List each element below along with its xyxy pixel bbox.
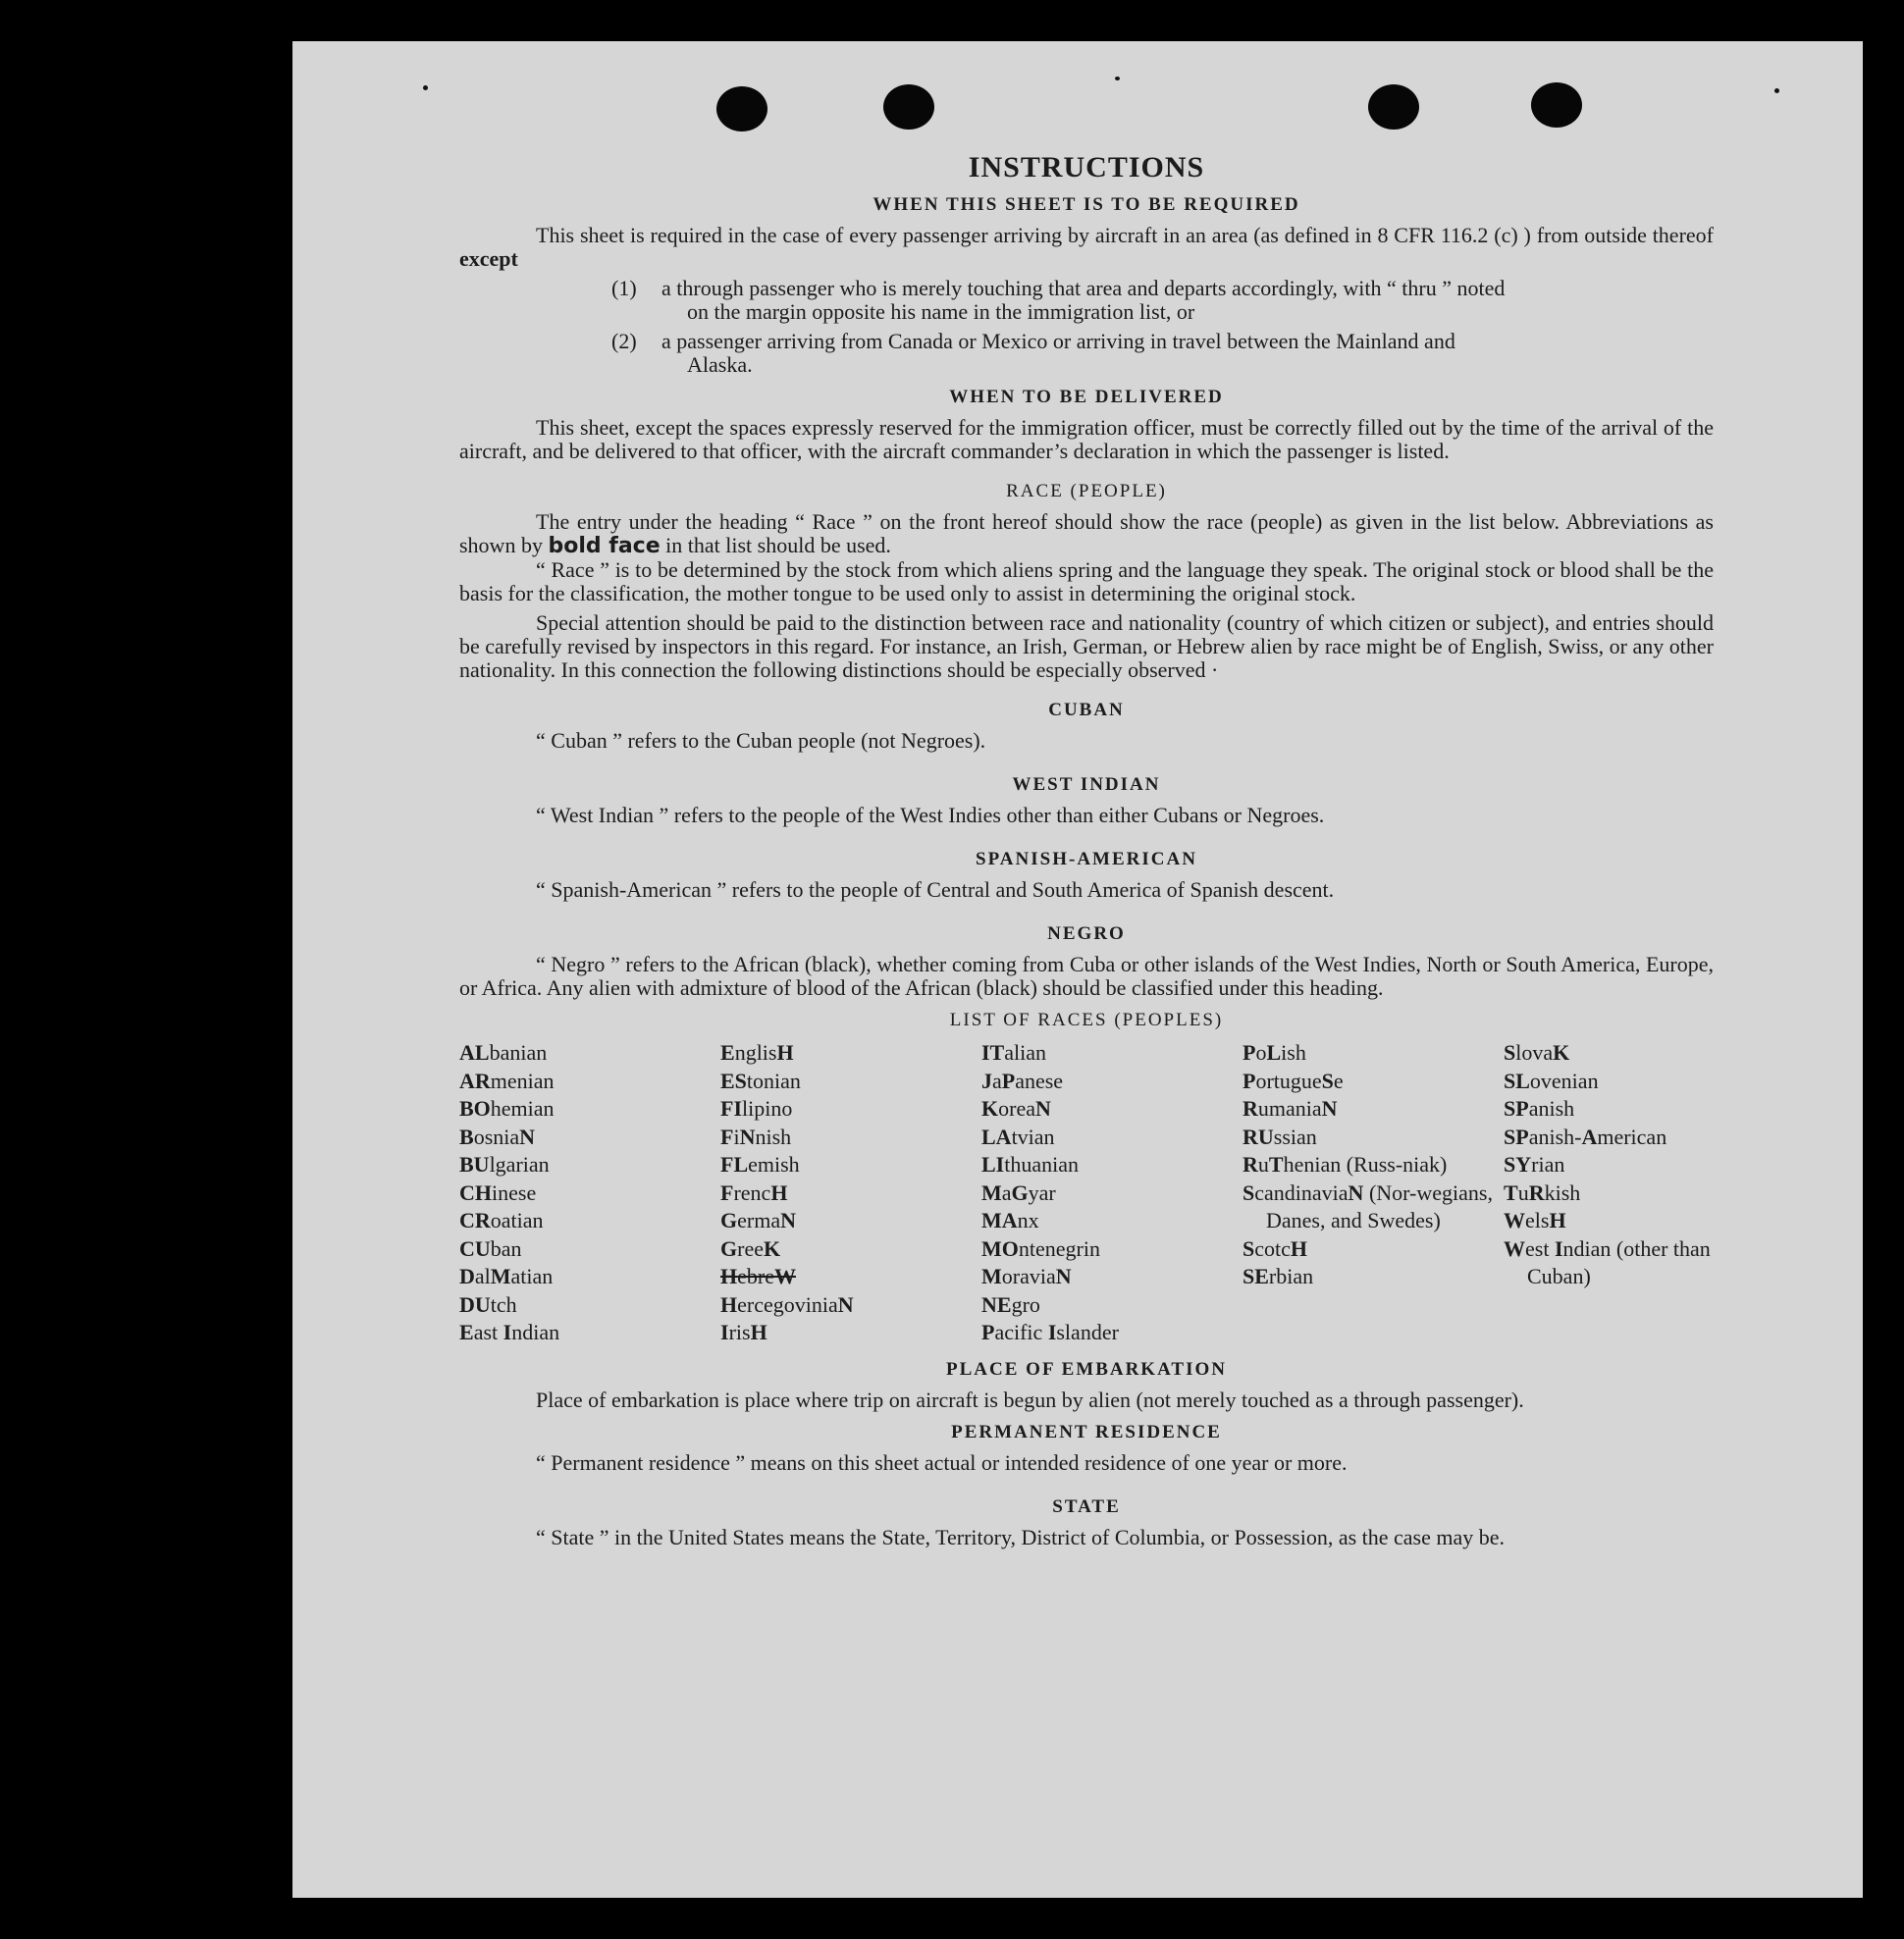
race-entry: SlovaK — [1504, 1040, 1570, 1065]
race-entry: ScotcH — [1243, 1235, 1308, 1261]
race-entry: ARmenian — [459, 1068, 555, 1093]
paragraph: The entry under the heading “ Race ” on the front hereof should show the race (people) as given in the list below. Abbreviations as shown by bold face in that list should be used. — [459, 509, 1714, 558]
paragraph: “ Permanent residence ” means on this sheet actual or intended residence of one year or more. — [536, 1449, 1348, 1475]
speck — [1115, 77, 1120, 80]
race-entry: PoLish — [1243, 1040, 1306, 1065]
race-entry: EnglisH — [720, 1040, 794, 1065]
race-entry: TuRkish — [1504, 1179, 1581, 1205]
section-heading: WHEN THIS SHEET IS TO BE REQUIRED — [873, 194, 1300, 215]
race-entry: BOhemian — [459, 1096, 555, 1121]
race-entry: EStonian — [720, 1068, 801, 1093]
race-entry: JaPanese — [981, 1068, 1064, 1093]
section-heading: WHEN TO BE DELIVERED — [949, 387, 1224, 407]
paragraph: “ West Indian ” refers to the people of the West Indies other than either Cubans or Negroes. — [536, 803, 1325, 827]
race-entry: ITalian — [981, 1040, 1047, 1065]
race-entry: NEgro — [981, 1291, 1040, 1317]
race-entry: BosniaN — [459, 1124, 536, 1149]
race-entry: GreeK — [720, 1235, 781, 1261]
race-entry: MAnx — [981, 1208, 1039, 1232]
section-heading: RACE (PEOPLE) — [1006, 481, 1167, 501]
race-entry: HebreW — [720, 1264, 796, 1288]
speck — [423, 85, 428, 90]
paragraph: “ Race ” is to be determined by the stock from which aliens spring and the language they speak. The original stock or blood shall be the basis for the classification, the mother tongue to be used only to assist in determining the original stock. — [459, 557, 1714, 605]
section-heading: NEGRO — [1047, 923, 1126, 944]
race-list — [459, 1039, 1714, 1347]
section-heading: SPANISH-AMERICAN — [976, 849, 1197, 869]
race-entry: RumaniaN — [1243, 1096, 1338, 1121]
paragraph: This sheet is required in the case of every passenger arriving by aircraft in an area (as defined in 8 CFR 116.2 (c) ) from outside thereof except — [459, 223, 1714, 271]
race-column — [1504, 1039, 1714, 1347]
section-heading: LIST OF RACES (PEOPLES) — [949, 1010, 1224, 1030]
section-heading: WEST INDIAN — [1012, 774, 1161, 795]
race-entry: SPanish — [1504, 1096, 1575, 1121]
race-column — [981, 1039, 1243, 1347]
race-entry: CHinese — [459, 1179, 537, 1205]
race-entry: PortugueSe — [1243, 1068, 1344, 1093]
race-entry: SYrian — [1504, 1152, 1565, 1177]
document-page — [292, 41, 1863, 1898]
race-entry: MoraviaN — [981, 1264, 1072, 1288]
section-heading: PERMANENT RESIDENCE — [951, 1421, 1222, 1442]
race-entry: CRoatian — [459, 1208, 544, 1232]
race-entry: CUban — [459, 1235, 522, 1261]
paragraph: “ State ” in the United States means the State, Territory, District of Columbia, or Possession, as the case may be. — [536, 1524, 1506, 1549]
race-entry: IrisH — [720, 1320, 767, 1344]
list-item: (1) a through passenger who is merely touching that area and departs accordingly, with “ thru ” noted on the margin opposite his name in the immigration list, or — [611, 276, 1506, 324]
punch-hole — [883, 84, 934, 130]
race-entry: FLemish — [720, 1152, 800, 1177]
race-entry: West Indian (other than Cuban) — [1504, 1235, 1711, 1288]
paragraph: “ Negro ” refers to the African (black), whether coming from Cuba or other islands of the West Indies, North or South America, Europe, or Africa. Any alien with admixture of blood of the African (black) should be classified under this heading. — [459, 952, 1714, 1000]
race-column — [1243, 1039, 1504, 1347]
race-entry: FrencH — [720, 1179, 788, 1205]
race-entry: LAtvian — [981, 1124, 1055, 1149]
list-item: (2) a passenger arriving from Canada or Mexico or arriving in travel between the Mainland and Alaska. — [611, 329, 1455, 377]
race-entry: HercegoviniaN — [720, 1291, 854, 1317]
punch-hole — [1368, 84, 1419, 130]
race-entry: RuThenian (Russ-niak) — [1243, 1152, 1448, 1177]
race-entry: SPanish-American — [1504, 1124, 1667, 1149]
race-entry: FIlipino — [720, 1096, 793, 1121]
page-title: INSTRUCTIONS — [968, 151, 1205, 183]
race-entry: Pacific Islander — [981, 1320, 1119, 1344]
race-column — [459, 1039, 720, 1347]
race-entry: MaGyar — [981, 1179, 1056, 1205]
race-entry: BUlgarian — [459, 1152, 550, 1177]
race-entry: LIthuanian — [981, 1152, 1080, 1177]
race-entry: MOntenegrin — [981, 1235, 1100, 1261]
section-heading: PLACE OF EMBARKATION — [946, 1358, 1227, 1380]
race-entry: ScandinaviaN (Nor-wegians, Danes, and Swedes) — [1243, 1179, 1493, 1232]
section-heading: STATE — [1052, 1495, 1121, 1517]
race-entry: East Indian — [459, 1320, 560, 1344]
race-entry: DalMatian — [459, 1264, 554, 1288]
punch-hole — [716, 86, 767, 131]
race-entry: DUtch — [459, 1291, 517, 1317]
race-entry: SLovenian — [1504, 1068, 1599, 1093]
race-entry: WelsH — [1504, 1208, 1566, 1232]
speck — [1774, 88, 1779, 93]
paragraph: Place of embarkation is place where trip on aircraft is begun by alien (not merely touched as a through passenger). — [536, 1387, 1524, 1412]
paragraph: Special attention should be paid to the distinction between race and nationality (country of which citizen or subject), and entries should be carefully revised by inspectors in this regard. For instance, an Irish, German, or Hebrew alien by race might be of English, Swiss, or any other nationality. In this connection the following distinctions should be especially observed · — [459, 610, 1714, 682]
race-entry: KoreaN — [981, 1096, 1051, 1121]
instructions-body — [459, 151, 1714, 1549]
paragraph: “ Spanish-American ” refers to the people of Central and South America of Spanish descent. — [536, 877, 1335, 902]
paragraph: “ Cuban ” refers to the Cuban people (not Negroes). — [536, 728, 986, 753]
race-entry: GermaN — [720, 1208, 796, 1232]
race-entry: SErbian — [1243, 1264, 1314, 1288]
race-column — [720, 1039, 981, 1347]
section-heading: CUBAN — [1048, 700, 1125, 720]
race-entry: FiNnish — [720, 1124, 792, 1149]
race-entry: ALbanian — [459, 1040, 548, 1065]
paragraph: This sheet, except the spaces expressly reserved for the immigration officer, must be correctly filled out by the time of the arrival of the aircraft, and be delivered to that officer, with the aircraft commander’s declaration in which the passenger is listed. — [459, 415, 1714, 463]
race-entry: RUssian — [1243, 1124, 1317, 1149]
punch-hole — [1531, 82, 1582, 128]
